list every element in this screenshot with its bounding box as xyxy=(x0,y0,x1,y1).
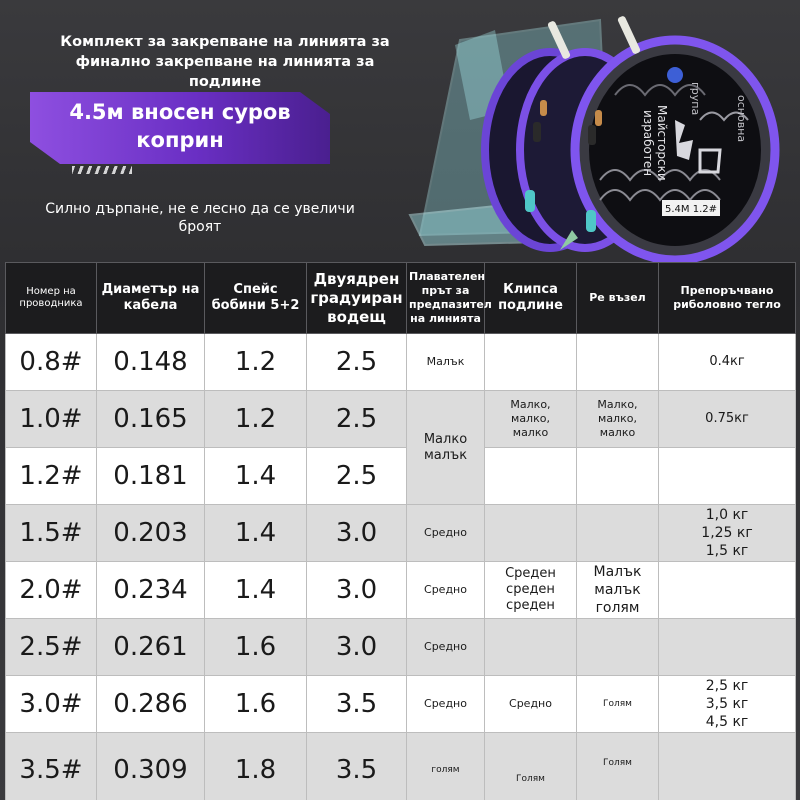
table-row xyxy=(6,562,796,619)
table-row xyxy=(6,676,796,733)
table-row xyxy=(6,334,796,391)
cell-leader: 2.5 xyxy=(307,391,407,448)
header-weight: Препоръчвано риболовно тегло xyxy=(659,263,796,334)
cell-clip xyxy=(485,505,577,562)
cell-leader: 3.0 xyxy=(307,562,407,619)
hero-title xyxy=(40,32,410,92)
spool-text-1: Майсторски xyxy=(655,105,669,181)
header-knot: Ре възел xyxy=(577,263,659,334)
hero-title-line2: финално закрепване на линията за подлине xyxy=(75,54,375,90)
spool-label: 5.4M 1.2# xyxy=(665,204,717,215)
float-line1: Малко xyxy=(423,431,468,447)
clip-line1: Малко, xyxy=(510,398,551,411)
clip-line3: среден xyxy=(506,598,555,613)
cell-clip xyxy=(485,334,577,391)
clip-line1: Среден xyxy=(505,566,556,581)
cell-weight xyxy=(659,505,796,562)
knot-line2: малък xyxy=(594,582,641,598)
cell-knot: Голям xyxy=(577,676,659,733)
header-diameter: Диаметър на кабела xyxy=(97,263,205,334)
cell-clip: Средно xyxy=(485,676,577,733)
badge-text xyxy=(30,98,330,154)
cell-spool: 1.4 xyxy=(205,448,307,505)
cell-spool: 1.4 xyxy=(205,505,307,562)
cell-diameter: 0.181 xyxy=(97,448,205,505)
cell-wire-number: 2.0# xyxy=(6,562,97,619)
cell-leader: 2.5 xyxy=(307,448,407,505)
knot-line1: Малко, xyxy=(597,398,638,411)
cell-wire-number: 1.5# xyxy=(6,505,97,562)
cell-leader: 2.5 xyxy=(307,334,407,391)
header-float-rod: Плавателен прът за предпазител на линията xyxy=(407,263,485,334)
cell-diameter: 0.234 xyxy=(97,562,205,619)
cell-clip xyxy=(485,562,577,619)
table-header-row xyxy=(6,263,796,334)
cell-leader: 3.0 xyxy=(307,619,407,676)
promo-badge xyxy=(30,92,330,164)
cell-knot xyxy=(577,391,659,448)
knot-line1: Малък xyxy=(593,564,642,580)
decorative-stripes xyxy=(72,166,132,174)
knot-line3: малко xyxy=(599,426,636,439)
cell-knot xyxy=(577,619,659,676)
cell-spool: 1.2 xyxy=(205,391,307,448)
table-row xyxy=(6,448,796,505)
cell-float: голям xyxy=(407,733,485,800)
cell-clip: Голям xyxy=(485,733,577,800)
cell-float: Малък xyxy=(407,334,485,391)
cell-knot: Голям xyxy=(577,733,659,800)
cell-weight xyxy=(659,733,796,800)
cell-weight xyxy=(659,448,796,505)
hero-subtitle-line1: Силно дърпане, не е лесно да се увеличи xyxy=(45,201,355,217)
hero-subtitle-line2: броят xyxy=(178,219,222,235)
cell-diameter: 0.309 xyxy=(97,733,205,800)
cell-knot xyxy=(577,448,659,505)
float-line2: малък xyxy=(423,447,468,463)
weight-line2: 1,25 кг xyxy=(701,525,753,541)
spool-text-4: група xyxy=(689,82,702,116)
cell-wire-number: 3.5# xyxy=(6,733,97,800)
cell-weight xyxy=(659,676,796,733)
cell-diameter: 0.261 xyxy=(97,619,205,676)
cell-knot xyxy=(577,562,659,619)
cell-weight: 0.75кг xyxy=(659,391,796,448)
table-row xyxy=(6,619,796,676)
hero-subtitle xyxy=(25,200,375,236)
cell-leader: 3.0 xyxy=(307,505,407,562)
cell-diameter: 0.286 xyxy=(97,676,205,733)
cell-float: Средно xyxy=(407,505,485,562)
cell-weight xyxy=(659,619,796,676)
weight-line3: 1,5 кг xyxy=(705,543,749,559)
weight-line2: 3,5 кг xyxy=(705,696,749,712)
cell-float: Средно xyxy=(407,619,485,676)
cell-diameter: 0.165 xyxy=(97,391,205,448)
weight-line1: 2,5 кг xyxy=(705,678,749,694)
spool-text-3: основна xyxy=(735,95,748,143)
cell-diameter: 0.148 xyxy=(97,334,205,391)
knot-line3: голям xyxy=(595,600,640,616)
cell-weight: 0.4кг xyxy=(659,334,796,391)
header-leader: Двуядрен градуиран водещ xyxy=(307,263,407,334)
header-wire-number: Номер на проводника xyxy=(6,263,97,334)
clip-line2: среден xyxy=(506,582,555,597)
spec-table xyxy=(5,262,796,800)
weight-line1: 1,0 кг xyxy=(705,507,749,523)
cell-float: Средно xyxy=(407,676,485,733)
cell-diameter: 0.203 xyxy=(97,505,205,562)
cell-spool: 1.2 xyxy=(205,334,307,391)
cell-wire-number: 0.8# xyxy=(6,334,97,391)
knot-line2: малко, xyxy=(598,412,637,425)
cell-spool: 1.8 xyxy=(205,733,307,800)
cell-spool: 1.6 xyxy=(205,676,307,733)
weight-line3: 4,5 кг xyxy=(705,714,749,730)
cell-weight xyxy=(659,562,796,619)
cell-spool: 1.6 xyxy=(205,619,307,676)
table-row xyxy=(6,391,796,448)
cell-wire-number: 3.0# xyxy=(6,676,97,733)
cell-float-merged xyxy=(407,391,485,505)
cell-spool: 1.4 xyxy=(205,562,307,619)
cell-leader: 3.5 xyxy=(307,733,407,800)
table-row xyxy=(6,733,796,800)
cell-leader: 3.5 xyxy=(307,676,407,733)
cell-clip xyxy=(485,391,577,448)
header-space-beans: Спейс бобини 5+2 xyxy=(205,263,307,334)
badge-line1: 4.5м вносен суров xyxy=(69,100,291,124)
header-clip: Клипса подлине xyxy=(485,263,577,334)
cell-wire-number: 2.5# xyxy=(6,619,97,676)
cell-knot xyxy=(577,505,659,562)
cell-clip xyxy=(485,448,577,505)
spool-text-2: изработен xyxy=(641,110,655,177)
hero-title-line1: Комплект за закрепване на линията за xyxy=(60,34,390,50)
cell-float: Средно xyxy=(407,562,485,619)
cell-clip xyxy=(485,619,577,676)
badge-line2: коприн xyxy=(136,128,224,152)
cell-wire-number: 1.2# xyxy=(6,448,97,505)
clip-line2: малко, xyxy=(511,412,550,425)
clip-line3: малко xyxy=(512,426,549,439)
table-row xyxy=(6,505,796,562)
cell-wire-number: 1.0# xyxy=(6,391,97,448)
cell-knot xyxy=(577,334,659,391)
product-image xyxy=(400,0,800,262)
